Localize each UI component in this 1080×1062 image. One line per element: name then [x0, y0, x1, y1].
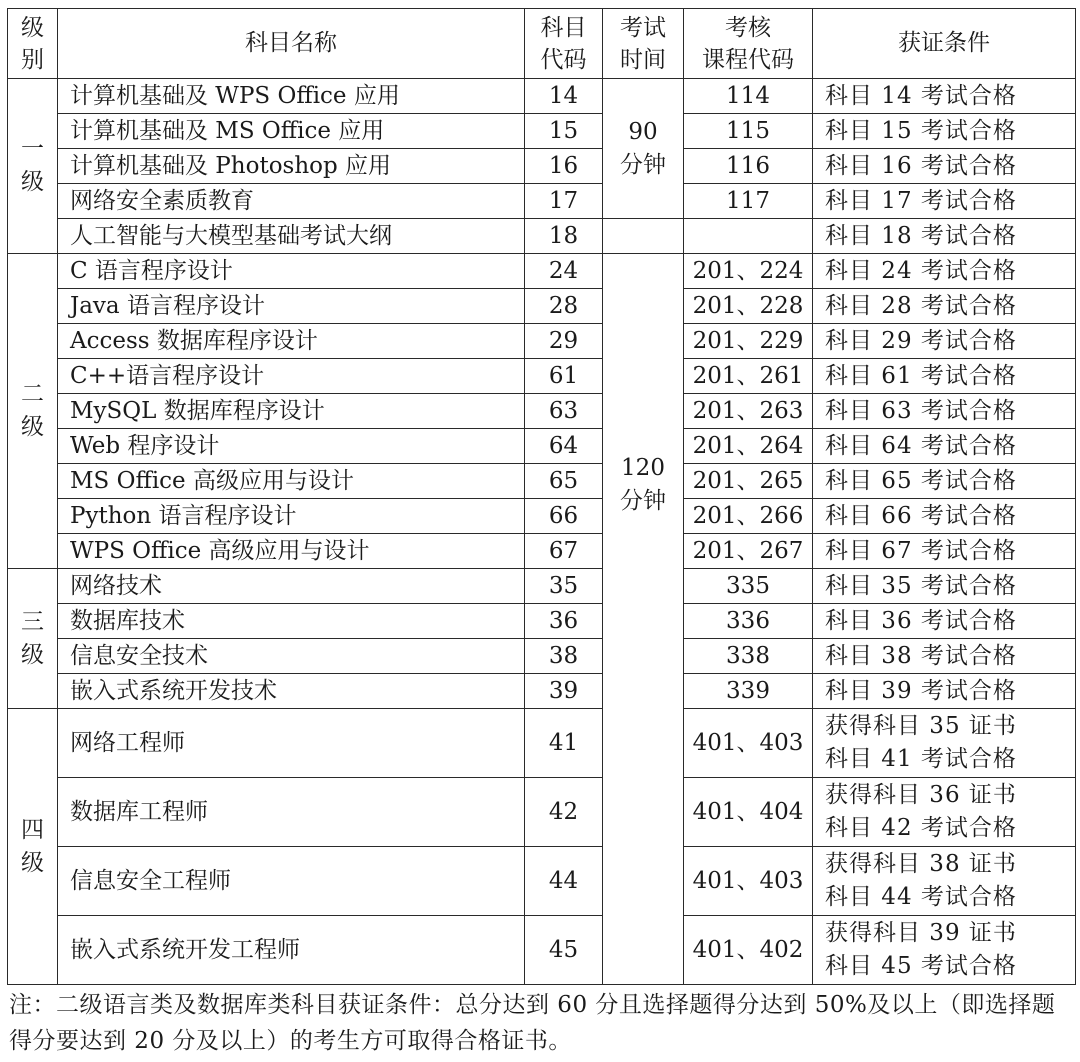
- table-row: [8, 149, 1076, 184]
- cert-condition-line2: 科目 44 考试合格: [825, 884, 1017, 910]
- table-row: [8, 289, 1076, 324]
- subject-code: 17: [525, 184, 603, 219]
- exam-subjects-table: [7, 8, 1076, 985]
- table-row: [8, 324, 1076, 359]
- table-row: [8, 916, 1076, 985]
- exam-time-cell: 120 分钟: [603, 254, 684, 985]
- subject-code: 24: [525, 254, 603, 289]
- cert-condition: [813, 847, 1076, 916]
- subject-code: 35: [525, 569, 603, 604]
- subject-name: Web 程序设计: [58, 429, 525, 464]
- course-code: 201、228: [684, 289, 813, 324]
- subject-code: 63: [525, 394, 603, 429]
- subject-code: 44: [525, 847, 603, 916]
- cert-condition-line1: 获得科目 39 证书: [825, 920, 1017, 946]
- footnote: 注：二级语言类及数据库类科目获证条件：总分达到 60 分且选择题得分达到 50%及以上（即选择题得分要达到 20 分及以上）的考生方可取得合格证书。: [9, 992, 1056, 1054]
- level-3-cell: 三 级: [8, 569, 58, 709]
- table-row: [8, 184, 1076, 219]
- subject-code: 39: [525, 674, 603, 709]
- cert-condition: 科目 17 考试合格: [813, 184, 1076, 219]
- exam-time-cell: 90 分钟: [603, 79, 684, 219]
- cert-condition: 科目 14 考试合格: [813, 79, 1076, 114]
- subject-code: 64: [525, 429, 603, 464]
- table-row: [8, 394, 1076, 429]
- cert-condition: 科目 63 考试合格: [813, 394, 1076, 429]
- header-subject-code: 科目 代码: [525, 9, 603, 79]
- cert-condition: 科目 66 考试合格: [813, 499, 1076, 534]
- subject-code: 28: [525, 289, 603, 324]
- course-code: 201、229: [684, 324, 813, 359]
- cert-condition: 科目 36 考试合格: [813, 604, 1076, 639]
- subject-code: 36: [525, 604, 603, 639]
- cert-condition: 科目 67 考试合格: [813, 534, 1076, 569]
- course-code: 201、264: [684, 429, 813, 464]
- level-4-cell: 四 级: [8, 709, 58, 985]
- table-row: [8, 429, 1076, 464]
- subject-name: C 语言程序设计: [58, 254, 525, 289]
- cert-condition: 科目 16 考试合格: [813, 149, 1076, 184]
- subject-name: Java 语言程序设计: [58, 289, 525, 324]
- cert-condition: [813, 916, 1076, 985]
- table-row: [8, 778, 1076, 847]
- cert-condition: 科目 65 考试合格: [813, 464, 1076, 499]
- header-subject-name: 科目名称: [58, 9, 525, 79]
- cert-condition: 科目 61 考试合格: [813, 359, 1076, 394]
- header-level: 级 别: [8, 9, 58, 79]
- subject-code: 67: [525, 534, 603, 569]
- cert-condition-line2: 科目 41 考试合格: [825, 746, 1017, 772]
- subject-code: 66: [525, 499, 603, 534]
- course-code: 201、266: [684, 499, 813, 534]
- course-code: 336: [684, 604, 813, 639]
- subject-name: 计算机基础及 WPS Office 应用: [58, 79, 525, 114]
- subject-name: MS Office 高级应用与设计: [58, 464, 525, 499]
- subject-name: 嵌入式系统开发技术: [58, 674, 525, 709]
- subject-name: 网络工程师: [58, 709, 525, 778]
- cert-condition: [813, 778, 1076, 847]
- table-row: [8, 847, 1076, 916]
- cert-condition: 科目 24 考试合格: [813, 254, 1076, 289]
- subject-name: Python 语言程序设计: [58, 499, 525, 534]
- table-row: [8, 79, 1076, 114]
- subject-code: 41: [525, 709, 603, 778]
- table-row: [8, 674, 1076, 709]
- cert-condition: 科目 28 考试合格: [813, 289, 1076, 324]
- subject-code: 16: [525, 149, 603, 184]
- cert-condition: 科目 38 考试合格: [813, 639, 1076, 674]
- cert-condition: 科目 15 考试合格: [813, 114, 1076, 149]
- subject-name: C++语言程序设计: [58, 359, 525, 394]
- subject-name: 人工智能与大模型基础考试大纲: [58, 219, 525, 254]
- table-row: [8, 114, 1076, 149]
- subject-code: 14: [525, 79, 603, 114]
- table-row: [8, 709, 1076, 778]
- level-1-cell: 一 级: [8, 79, 58, 254]
- header-course-code: 考核 课程代码: [684, 9, 813, 79]
- subject-name: 网络技术: [58, 569, 525, 604]
- subject-code: 18: [525, 219, 603, 254]
- course-code: 401、403: [684, 847, 813, 916]
- table-row: [8, 639, 1076, 674]
- subject-name: 计算机基础及 Photoshop 应用: [58, 149, 525, 184]
- course-code: 116: [684, 149, 813, 184]
- course-code: 201、224: [684, 254, 813, 289]
- header-exam-time: 考试 时间: [603, 9, 684, 79]
- subject-code: 29: [525, 324, 603, 359]
- subject-code: 38: [525, 639, 603, 674]
- subject-name: WPS Office 高级应用与设计: [58, 534, 525, 569]
- subject-name: 数据库工程师: [58, 778, 525, 847]
- course-code: 401、403: [684, 709, 813, 778]
- course-code: 117: [684, 184, 813, 219]
- table-row: [8, 219, 1076, 254]
- table-row: [8, 534, 1076, 569]
- course-code: 339: [684, 674, 813, 709]
- course-code: 114: [684, 79, 813, 114]
- course-code: 401、402: [684, 916, 813, 985]
- subject-name: 计算机基础及 MS Office 应用: [58, 114, 525, 149]
- subject-code: 65: [525, 464, 603, 499]
- subject-code: 45: [525, 916, 603, 985]
- subject-name: 嵌入式系统开发工程师: [58, 916, 525, 985]
- course-code: 335: [684, 569, 813, 604]
- table-row: [8, 254, 1076, 289]
- table-row: [8, 569, 1076, 604]
- table-row: [8, 464, 1076, 499]
- table-row: [8, 499, 1076, 534]
- subject-code: 42: [525, 778, 603, 847]
- exam-time-blank: [603, 219, 684, 254]
- table-row: [8, 359, 1076, 394]
- course-code: 201、267: [684, 534, 813, 569]
- subject-name: MySQL 数据库程序设计: [58, 394, 525, 429]
- course-code: 401、404: [684, 778, 813, 847]
- subject-name: 网络安全素质教育: [58, 184, 525, 219]
- subject-name: 信息安全技术: [58, 639, 525, 674]
- cert-condition-line1: 获得科目 36 证书: [825, 782, 1017, 808]
- cert-condition-line2: 科目 42 考试合格: [825, 815, 1017, 841]
- subject-name: 数据库技术: [58, 604, 525, 639]
- table-row: [8, 604, 1076, 639]
- cert-condition: 科目 29 考试合格: [813, 324, 1076, 359]
- subject-code: 15: [525, 114, 603, 149]
- cert-condition: 科目 35 考试合格: [813, 569, 1076, 604]
- course-code: 201、263: [684, 394, 813, 429]
- course-code: 115: [684, 114, 813, 149]
- course-code: 338: [684, 639, 813, 674]
- cert-condition-line2: 科目 45 考试合格: [825, 953, 1017, 979]
- subject-code: 61: [525, 359, 603, 394]
- cert-condition: [813, 709, 1076, 778]
- cert-condition-line1: 获得科目 38 证书: [825, 851, 1017, 877]
- course-code: 201、261: [684, 359, 813, 394]
- subject-name: Access 数据库程序设计: [58, 324, 525, 359]
- subject-name: 信息安全工程师: [58, 847, 525, 916]
- cert-condition-line1: 获得科目 35 证书: [825, 713, 1017, 739]
- cert-condition: 科目 18 考试合格: [813, 219, 1076, 254]
- course-code: 201、265: [684, 464, 813, 499]
- level-2-cell: 二 级: [8, 254, 58, 569]
- header-row: [8, 9, 1076, 79]
- course-code: [684, 219, 813, 254]
- cert-condition: 科目 64 考试合格: [813, 429, 1076, 464]
- header-cert-condition: 获证条件: [813, 9, 1076, 79]
- cert-condition: 科目 39 考试合格: [813, 674, 1076, 709]
